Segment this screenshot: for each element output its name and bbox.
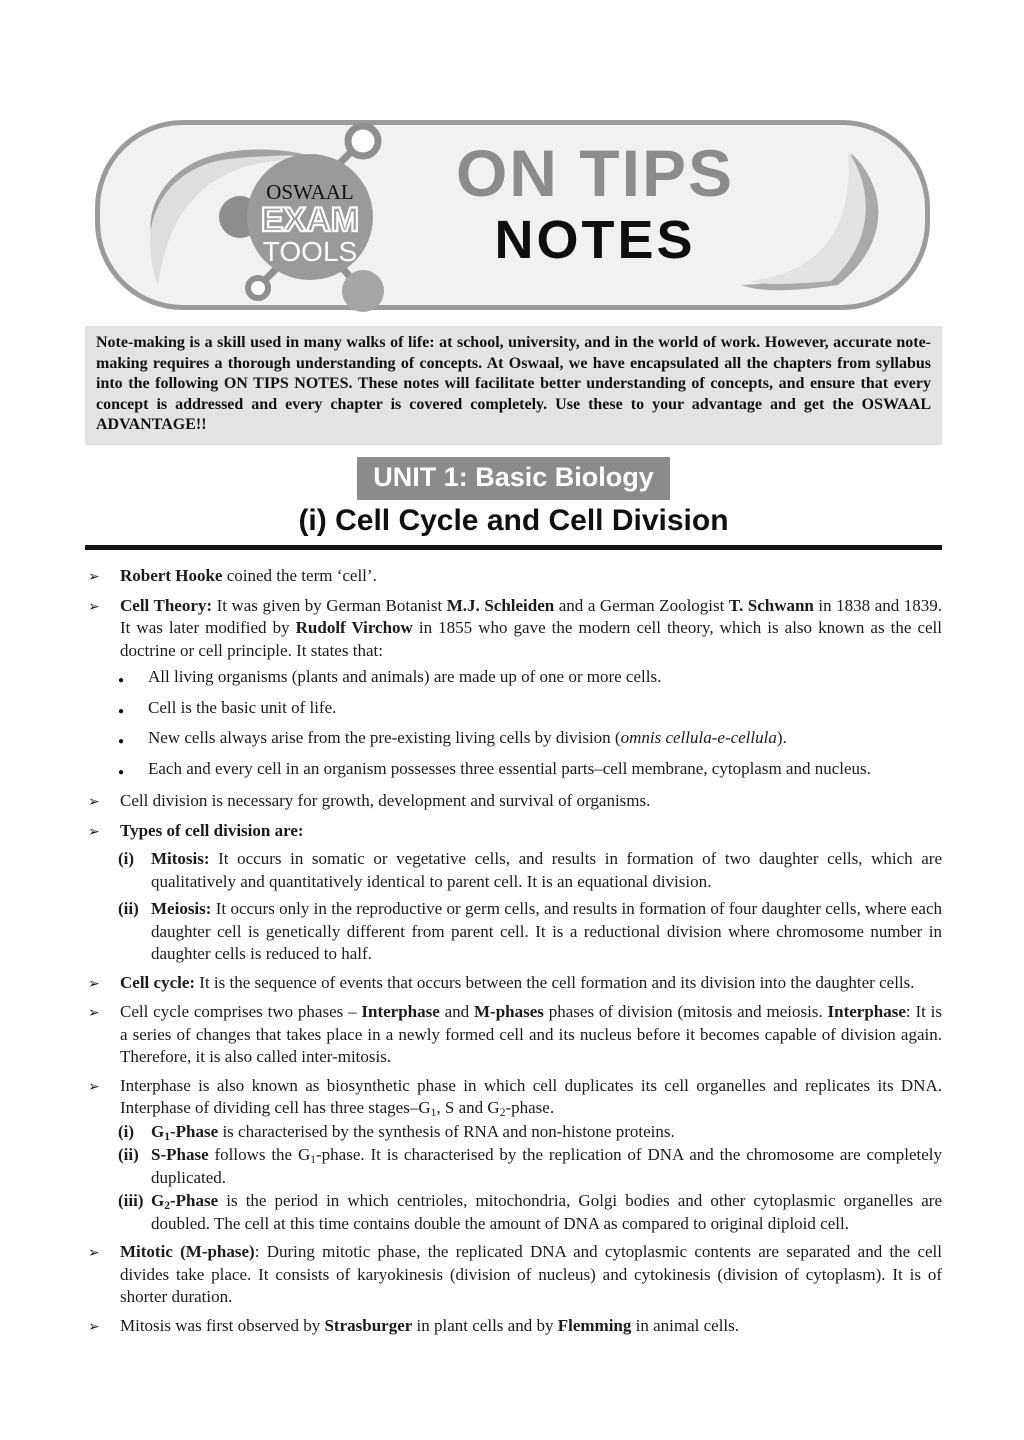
note-item bbox=[88, 1001, 942, 1069]
title-rule bbox=[85, 545, 942, 550]
molecule-node-icon bbox=[342, 270, 384, 312]
dot-bullet-icon: ● bbox=[118, 736, 125, 747]
note-item bbox=[88, 595, 942, 663]
note-text: Robert Hooke coined the term ‘cell’. bbox=[120, 566, 377, 585]
arrow-bullet-icon: ➢ bbox=[88, 1245, 100, 1261]
note-item bbox=[88, 1315, 942, 1339]
note-text: Each and every cell in an organism possesses three essential parts–cell membrane, cytoplasm and nucleus. bbox=[148, 758, 871, 778]
note-text: Cell cycle: It is the sequence of events that occurs between the cell formation and its division into the daughter cells. bbox=[120, 972, 915, 992]
arrow-bullet-icon: ➢ bbox=[88, 823, 100, 840]
note-text: Types of cell division are: bbox=[120, 820, 304, 840]
note-text: S-Phase follows the $G_1$-phase. It is characterised by the replication of DNA and the chromosome are completely duplicated. bbox=[151, 1145, 943, 1187]
note-item bbox=[88, 565, 942, 589]
note-item bbox=[88, 1075, 942, 1120]
item-number: (i) bbox=[118, 1121, 135, 1141]
item-number: (ii) bbox=[118, 1145, 139, 1164]
logo-text-oswaal: OSWAAL bbox=[266, 180, 354, 204]
note-item bbox=[118, 697, 942, 724]
note-item bbox=[118, 1121, 942, 1144]
arrow-bullet-icon: ➢ bbox=[88, 975, 100, 992]
note-item bbox=[118, 898, 942, 966]
note-text: New cells always arise from the pre-existing living cells by division (omnis cellula-e-cellula). bbox=[148, 728, 787, 747]
arrow-bullet-icon: ➢ bbox=[88, 794, 100, 810]
unit-title-banner: UNIT 1: Basic Biology bbox=[357, 457, 670, 500]
dot-bullet-icon: ● bbox=[118, 675, 125, 686]
note-text: Meiosis: It occurs only in the reproductive or germ cells, and results in formation of four daughter cells, where each daughter cell is genetically different from parent cell. It is a reductional division where chromosome number in daughter cells is reduced to half. bbox=[151, 899, 942, 963]
note-text: Cell Theory: It was given by German Botanist M.J. Schleiden and a German Zoologist T. Schwann in 1838 and 1839. It was later modified by Rudolf Virchow in 1855 who gave the modern cell theory, which is also known as the cell doctrine or cell principle. It states that: bbox=[120, 595, 943, 660]
note-item bbox=[118, 1144, 942, 1189]
header-title-on-tips: ON TIPS bbox=[455, 136, 735, 210]
note-item bbox=[88, 790, 942, 814]
intro-paragraph: Note-making is a skill used in many walks of life: at school, university, and in the world of work. However, accurate note-making requires a thorough understanding of concepts. At Oswaal, we have encapsulated all the chapters from syllabus into the following ON TIPS NOTES. These notes will facilitate better understanding of concepts, and ensure that every concept is addressed and every chapter is covered completely. Use these to your advantage and get the OSWAAL ADVANTAGE!! bbox=[85, 326, 942, 445]
note-text: Cell division is necessary for growth, development and survival of organisms. bbox=[120, 791, 651, 810]
note-item bbox=[118, 758, 942, 785]
note-text: $G_1$-Phase is characterised by the synthesis of RNA and non-histone proteins. bbox=[151, 1121, 675, 1143]
logo-text-exam: EXAM bbox=[260, 201, 360, 239]
dot-bullet-icon: ● bbox=[118, 705, 125, 717]
molecule-node-icon bbox=[248, 278, 268, 298]
note-text: Mitosis was first observed by Strasburger in plant cells and by Flemming in animal cells. bbox=[120, 1315, 740, 1335]
note-item bbox=[118, 1190, 942, 1235]
dot-bullet-icon: ● bbox=[118, 766, 125, 778]
section-heading bbox=[85, 457, 942, 550]
note-text: Mitotic (M-phase): During mitotic phase, the replicated DNA and cytoplasmic contents are separated and the cell divides take place. It consists of karyokinesis (division of nucleus) and cytokinesis (division of cytoplasm). It is of shorter duration. bbox=[120, 1242, 942, 1306]
note-item bbox=[88, 1241, 942, 1309]
item-number: (ii) bbox=[118, 899, 139, 918]
note-item bbox=[118, 848, 942, 893]
arrow-bullet-icon: ➢ bbox=[88, 1005, 100, 1021]
item-number: (iii) bbox=[118, 1191, 144, 1210]
note-text: Cell is the basic unit of life. bbox=[148, 697, 337, 717]
oswaal-exam-tools-logo bbox=[208, 119, 418, 319]
arrow-bullet-icon: ➢ bbox=[88, 569, 100, 585]
chapter-title: (i) Cell Cycle and Cell Division bbox=[298, 504, 729, 538]
logo-text-tools: TOOLS bbox=[262, 236, 358, 267]
note-item bbox=[118, 727, 942, 754]
header-banner bbox=[95, 120, 930, 310]
note-text: $G_2$-Phase is the period in which centrioles, mitochondria, Golgi bodies and other cytoplasmic organelles are doubled. The cell at this time contains double the amount of DNA as compared to original diploid cell. bbox=[151, 1191, 942, 1233]
arrow-bullet-icon: ➢ bbox=[88, 1318, 100, 1335]
note-text: Cell cycle comprises two phases – Interphase and M-phases phases of division (mitosis and meiosis. Interphase: It is a series of changes that takes place in a newly formed cell and its nucleus before it becomes capable of division again. Therefore, it is also called inter-mitosis. bbox=[120, 1002, 943, 1066]
header-title-notes: NOTES bbox=[494, 210, 696, 271]
header-title-block bbox=[395, 136, 795, 271]
note-item bbox=[88, 820, 942, 844]
arrow-bullet-icon: ➢ bbox=[88, 598, 100, 615]
molecule-node-icon bbox=[348, 126, 378, 156]
note-item bbox=[88, 972, 942, 996]
note-text: All living organisms (plants and animals) are made up of one or more cells. bbox=[148, 667, 662, 686]
note-text: Mitosis: It occurs in somatic or vegetative cells, and results in formation of two daughter cells, which are qualitatively and quantitatively identical to parent cell. It is an equational division. bbox=[151, 849, 942, 891]
notes-list bbox=[88, 559, 942, 1338]
arrow-bullet-icon: ➢ bbox=[88, 1078, 100, 1095]
note-item bbox=[118, 666, 942, 693]
note-text: Interphase is also known as biosynthetic phase in which cell duplicates its cell organelles and replicates its DNA. Interphase of dividing cell has three stages–$G_1$, S and $G_2$-phase. bbox=[120, 1075, 942, 1120]
item-number: (i) bbox=[118, 849, 135, 868]
